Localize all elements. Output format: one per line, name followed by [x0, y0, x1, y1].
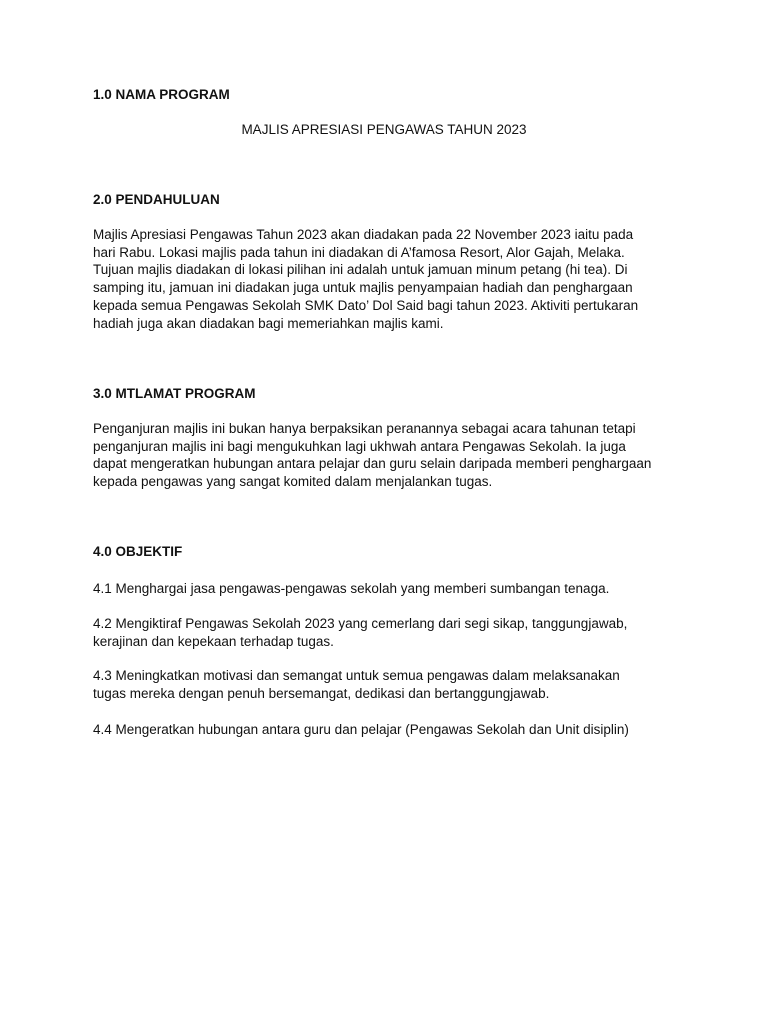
- paragraph-line: hadiah juga akan diadakan bagi memeriahkan majlis kami.: [93, 315, 444, 331]
- matlamat-paragraph: [93, 420, 693, 491]
- objective-line: 4.2 Mengiktiraf Pengawas Sekolah 2023 yang cemerlang dari segi sikap, tanggungjawab,: [93, 616, 628, 631]
- program-title: MAJLIS APRESIASI PENGAWAS TAHUN 2023: [241, 122, 527, 137]
- section-heading-nama-program: 1.0 NAMA PROGRAM: [93, 87, 230, 102]
- objective-item: [93, 615, 693, 650]
- objective-line: 4.4 Mengeratkan hubungan antara guru dan pelajar (Pengawas Sekolah dan Unit disiplin): [93, 722, 629, 737]
- paragraph-line: Majlis Apresiasi Pengawas Tahun 2023 akan diadakan pada 22 November 2023 iaitu pada: [93, 227, 634, 242]
- objective-line: 4.1 Menghargai jasa pengawas-pengawas sekolah yang memberi sumbangan tenaga.: [93, 581, 610, 596]
- objective-item: [93, 580, 693, 598]
- objective-line: 4.3 Meningkatkan motivasi dan semangat untuk semua pengawas dalam melaksanakan: [93, 668, 620, 683]
- objective-line: tugas mereka dengan penuh bersemangat, dedikasi dan bertanggungjawab.: [93, 685, 550, 701]
- paragraph-line: Tujuan majlis diadakan di lokasi pilihan ini adalah untuk jamuan minum petang (hi tea). Di: [93, 262, 628, 278]
- section-heading-objektif: 4.0 OBJEKTIF: [93, 544, 183, 559]
- section-heading-matlamat-program: 3.0 MTLAMAT PROGRAM: [93, 386, 256, 401]
- paragraph-line: samping itu, jamuan ini diadakan juga untuk majlis penyampaian hadiah dan penghargaan: [93, 280, 633, 296]
- paragraph-line: penganjuran majlis ini bagi mengukuhkan lagi ukhwah antara Pengawas Sekolah. Ia juga: [93, 438, 626, 454]
- paragraph-line: kepada semua Pengawas Sekolah SMK Dato’ Dol Said bagi tahun 2023. Aktiviti pertukaran: [93, 297, 639, 313]
- paragraph-line: kepada pengawas yang sangat komited dalam menjalankan tugas.: [93, 474, 493, 490]
- section-heading-pendahuluan: 2.0 PENDAHULUAN: [93, 192, 220, 207]
- objective-item: [93, 721, 693, 739]
- paragraph-line: hari Rabu. Lokasi majlis pada tahun ini diadakan di A’famosa Resort, Alor Gajah, Melaka.: [93, 244, 625, 260]
- objective-line: kerajinan dan kepekaan terhadap tugas.: [93, 633, 334, 649]
- objective-item: [93, 667, 693, 702]
- pendahuluan-paragraph: [93, 226, 693, 332]
- paragraph-line: Penganjuran majlis ini bukan hanya berpaksikan peranannya sebagai acara tahunan tetapi: [93, 421, 636, 436]
- paragraph-line: dapat mengeratkan hubungan antara pelajar dan guru selain daripada memberi penghargaan: [93, 456, 652, 472]
